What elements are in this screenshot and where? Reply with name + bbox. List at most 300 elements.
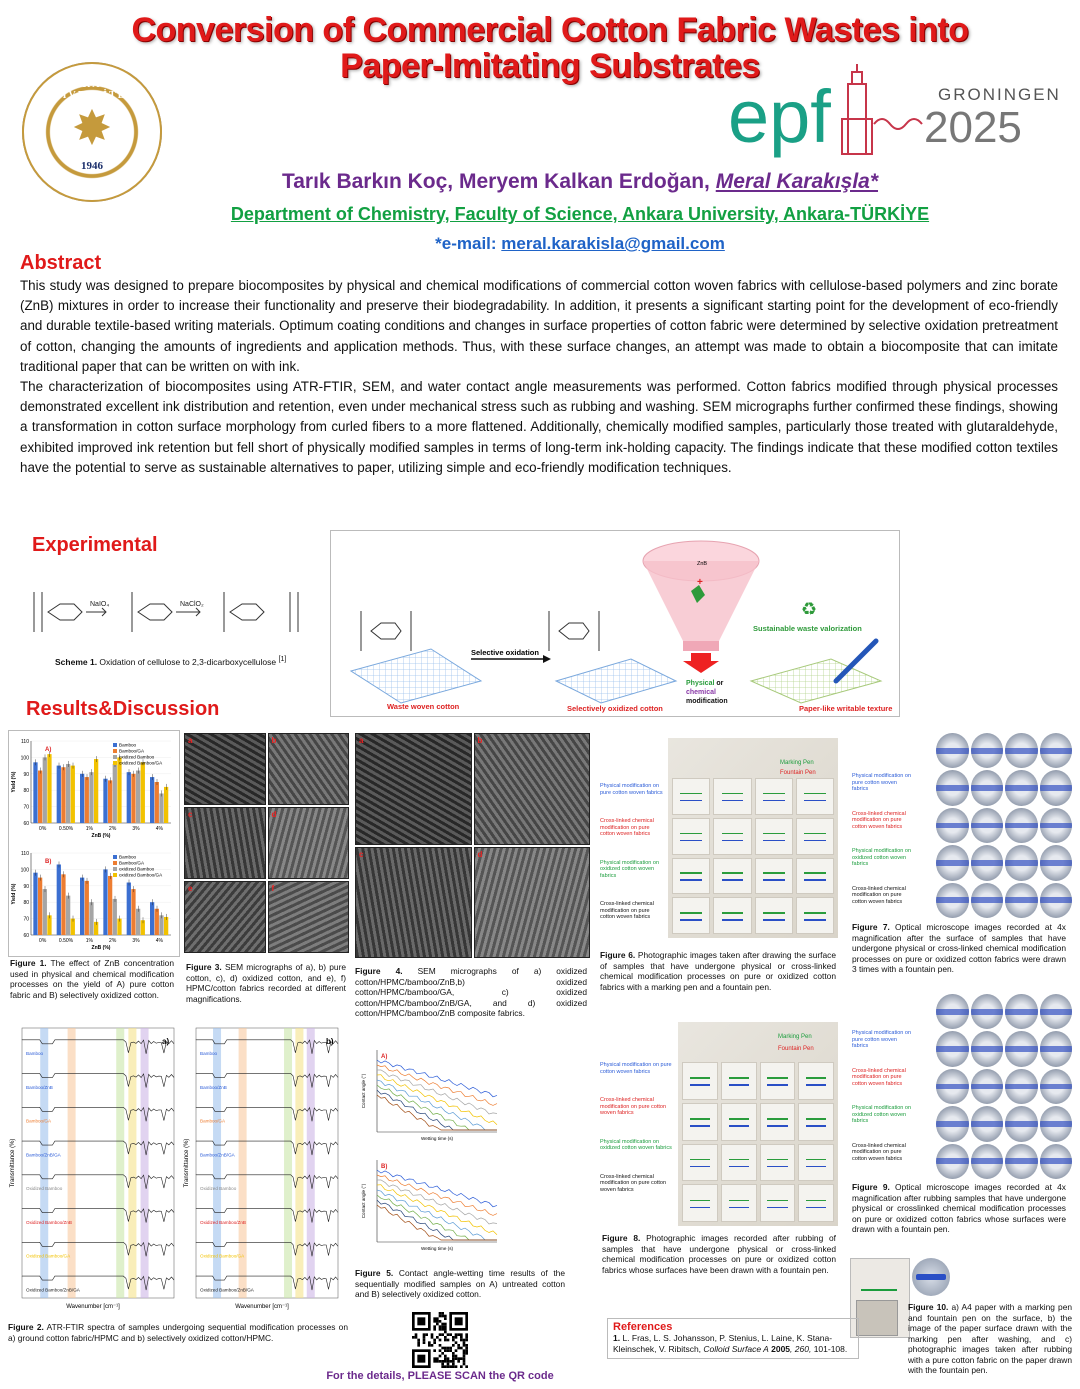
marker-stroke bbox=[690, 1200, 710, 1202]
bar bbox=[136, 771, 140, 823]
series-line bbox=[377, 1060, 497, 1097]
legend-label: oxidized Bamboo bbox=[119, 754, 155, 760]
bar bbox=[33, 762, 37, 823]
series-line bbox=[377, 1175, 497, 1215]
qr-instruction: For the details, PLEASE SCAN the QR code bbox=[326, 1370, 554, 1382]
microscope-image bbox=[971, 1031, 1004, 1066]
fabric-sample-tile bbox=[721, 1184, 757, 1222]
sem-fig3-panel-c bbox=[184, 807, 266, 879]
ink-stroke bbox=[936, 1121, 969, 1127]
mod-or: or bbox=[714, 680, 724, 687]
y-tick-label: 60 bbox=[23, 821, 29, 827]
figure-7-caption bbox=[852, 922, 1066, 975]
chart-title: B) bbox=[45, 859, 52, 865]
seal-name: ANKARA ÜNİVERSİTESİ bbox=[44, 79, 140, 101]
bar bbox=[43, 757, 47, 823]
ink-stroke bbox=[971, 785, 1004, 791]
department: Department of Chemistry, Faculty of Science, Ankara University, Ankara-TÜRKİYE bbox=[230, 204, 930, 224]
bar bbox=[61, 767, 65, 823]
qr-code[interactable] bbox=[412, 1312, 468, 1368]
x-axis-label: ZnB (%) bbox=[91, 833, 111, 839]
experimental-flow-diagram bbox=[330, 530, 900, 717]
bar bbox=[43, 889, 47, 935]
x-tick-label: 1% bbox=[85, 938, 93, 944]
figure-4-sem-grid bbox=[355, 733, 590, 958]
bar bbox=[80, 774, 84, 823]
ink-stroke bbox=[936, 1046, 969, 1052]
fabric-sample-tile bbox=[760, 1184, 796, 1222]
bar bbox=[113, 899, 117, 935]
band-highlight bbox=[295, 1028, 303, 1298]
marker-stroke bbox=[804, 912, 826, 914]
marker-stroke bbox=[804, 793, 826, 795]
marker-stroke bbox=[729, 1159, 749, 1161]
bar bbox=[159, 793, 163, 823]
ink-stroke bbox=[1005, 1158, 1038, 1164]
ink-stroke bbox=[1005, 1046, 1038, 1052]
microscope-image bbox=[1040, 808, 1073, 843]
panel-letter: b bbox=[271, 736, 277, 745]
y-axis-label: Transmittance (%) bbox=[10, 1138, 16, 1188]
marker-stroke bbox=[690, 1159, 710, 1161]
y-tick-label: 80 bbox=[23, 788, 29, 795]
microscope-image bbox=[1005, 733, 1038, 768]
fountain-stroke bbox=[690, 1084, 710, 1086]
microscope-image bbox=[936, 1106, 969, 1141]
fabric-sample-tile bbox=[755, 778, 793, 815]
fabric-sample-tile bbox=[672, 778, 710, 815]
x-tick-label: 2% bbox=[109, 826, 117, 832]
x-tick-label: 0% bbox=[39, 826, 47, 832]
figure-1-svg bbox=[9, 731, 179, 956]
panel-letter: c bbox=[188, 810, 193, 819]
microscope-image bbox=[1005, 1106, 1038, 1141]
ref-volume: , 260, bbox=[790, 1344, 812, 1354]
ink-stroke bbox=[1005, 748, 1038, 754]
y-axis-label: Contact angle (°) bbox=[361, 1183, 366, 1219]
microscope-image bbox=[971, 1069, 1004, 1104]
scheme-ref: [1] bbox=[278, 655, 287, 663]
bar bbox=[127, 883, 131, 935]
bar bbox=[38, 878, 42, 935]
microscope-image bbox=[1005, 1031, 1038, 1066]
step-paper-like: Paper-like writable texture bbox=[799, 704, 893, 713]
fountain-stroke bbox=[680, 840, 702, 842]
bar bbox=[155, 782, 159, 823]
fountain-stroke bbox=[690, 1166, 710, 1168]
microscope-image bbox=[1040, 1069, 1073, 1104]
down-arrow-shaft bbox=[691, 653, 711, 661]
microscope-image bbox=[1005, 994, 1038, 1029]
figure-6-sheet bbox=[668, 738, 838, 938]
bar bbox=[47, 754, 51, 823]
fabric-sample-tile bbox=[713, 897, 751, 934]
ink-stroke bbox=[936, 1009, 969, 1015]
bar bbox=[66, 896, 70, 935]
series-line bbox=[377, 1200, 497, 1240]
microscope-image bbox=[971, 770, 1004, 805]
side-label: Physical modification on pure cotton woven fabrics bbox=[600, 783, 663, 796]
fabric-sample-tile bbox=[682, 1184, 718, 1222]
fig8-marking-pen: Marking Pen bbox=[778, 1034, 812, 1040]
fountain-stroke bbox=[763, 919, 785, 921]
bar bbox=[108, 780, 112, 823]
microscope-image bbox=[1005, 883, 1038, 918]
fountain-stroke bbox=[767, 1166, 787, 1168]
side-label: Physical modification on oxidized cotton woven fabrics bbox=[600, 1138, 672, 1151]
abstract-body bbox=[20, 276, 1058, 478]
bar bbox=[103, 779, 107, 823]
x-tick-label: 0.50% bbox=[58, 938, 74, 944]
marker-stroke bbox=[804, 833, 826, 835]
panel-label: a) bbox=[162, 1037, 170, 1046]
y-tick-label: 90 bbox=[23, 883, 29, 890]
fabric-sample-tile bbox=[713, 818, 751, 855]
bar bbox=[131, 889, 135, 935]
legend-swatch bbox=[113, 749, 117, 753]
fabric-sample-tile bbox=[796, 897, 834, 934]
y-tick-label: 100 bbox=[20, 867, 29, 874]
bar bbox=[85, 777, 89, 823]
plus-icon: + bbox=[697, 577, 703, 588]
microscope-image bbox=[936, 883, 969, 918]
cellulose-structure-1 bbox=[361, 611, 411, 651]
bar bbox=[66, 764, 70, 823]
bar bbox=[117, 757, 121, 823]
panel-label: b) bbox=[326, 1037, 334, 1046]
abstract-paragraph-2: The characterization of biocomposites using ATR-FTIR, SEM, and water contact angle measurements was performed. Cotton fabrics modified through physical processes demonstrated excellent ink distribution and retention, even under mechanical stress such as rubbing and washing. SEM micrographs further confirmed these findings, showing a transformation in cotton surface morphology from curled fibers to a more flattened. Additionally, chemically modified samples, particularly those treated with glutaraldehyde, exhibited improved ink retention but fell short of physically modified samples in terms of long-term ink-holding capacity. The findings indicate that these modified cotton textiles have the potential to serve as sustainable alternatives to paper, utilizing simple and eco-friendly modification techniques. bbox=[20, 379, 1058, 475]
band-highlight bbox=[116, 1028, 124, 1298]
panel-letter: b bbox=[477, 736, 483, 745]
arrow-label-oxidation: Selective oxidation bbox=[471, 648, 539, 657]
ink-stroke bbox=[1040, 823, 1073, 829]
marker-stroke bbox=[680, 912, 702, 914]
fabric-sample-tile bbox=[760, 1144, 796, 1182]
spectrum-label: Oxidized Bamboo/ZnB/GA bbox=[200, 1287, 254, 1293]
fountain-stroke bbox=[804, 919, 826, 921]
fountain-stroke bbox=[767, 1084, 787, 1086]
reagent-1: NaIO₄ bbox=[90, 601, 110, 608]
marker-stroke bbox=[806, 1077, 826, 1079]
ink-stroke bbox=[971, 1158, 1004, 1164]
modification-label bbox=[686, 680, 724, 687]
figure-3-label: Figure 3. bbox=[186, 962, 222, 972]
sem-fig3-panel-d bbox=[268, 807, 350, 879]
ink-stroke bbox=[1040, 748, 1073, 754]
marker-line bbox=[861, 1289, 897, 1291]
series-line bbox=[377, 1065, 497, 1105]
mod-rest: modification bbox=[686, 698, 728, 705]
conference-logo bbox=[728, 64, 1068, 164]
legend-swatch bbox=[113, 755, 117, 759]
panel-letter: c bbox=[359, 849, 364, 859]
microscope-image bbox=[1040, 1144, 1073, 1179]
figure-8-sheet bbox=[678, 1022, 838, 1226]
ink-stroke bbox=[1040, 1009, 1073, 1015]
fountain-stroke bbox=[722, 879, 744, 881]
fountain-stroke bbox=[690, 1125, 710, 1127]
marker-stroke bbox=[729, 1118, 749, 1120]
x-tick-label: 4% bbox=[155, 826, 163, 832]
fountain-stroke bbox=[763, 840, 785, 842]
fabric-sample-tile bbox=[713, 858, 751, 895]
sem-fig3-panel-e bbox=[184, 881, 266, 953]
side-label: Cross-linked chemical modification on pure cotton woven fabrics bbox=[852, 1142, 906, 1162]
spectrum-label: Bamboo/ZnB/GA bbox=[26, 1152, 61, 1158]
scheme-caption-text: Oxidation of cellulose to 2,3-dicarboxycellulose bbox=[97, 656, 279, 667]
legend-label: Bamboo bbox=[119, 854, 137, 860]
side-label: Cross-linked chemical modification on pure cotton woven fabrics bbox=[600, 1097, 667, 1116]
recycle-icon: ♻ bbox=[801, 599, 818, 619]
y-tick-label: 90 bbox=[23, 771, 29, 778]
fabric-sample-tile bbox=[672, 858, 710, 895]
sem-fig4-panel-a bbox=[355, 733, 472, 845]
bar bbox=[94, 922, 98, 935]
poster-title: Conversion of Commercial Cotton Fabric Wastes into Paper-Imitating Substrates bbox=[131, 11, 969, 85]
ink-stroke bbox=[936, 1084, 969, 1090]
marker-stroke bbox=[680, 872, 702, 874]
sem-fig3-panel-f bbox=[268, 881, 350, 953]
fountain-stroke bbox=[806, 1125, 826, 1127]
panel-letter: d bbox=[477, 849, 483, 859]
marker-stroke bbox=[763, 912, 785, 914]
fabric-sample-tile bbox=[796, 858, 834, 895]
results-heading: Results&Discussion bbox=[26, 698, 220, 720]
ink-stroke bbox=[936, 897, 969, 903]
side-label: Physical modification on oxidized cotton woven fabrics bbox=[852, 848, 912, 867]
figure-4-caption bbox=[355, 966, 587, 1019]
ink-stroke bbox=[936, 748, 969, 754]
fountain-stroke bbox=[680, 800, 702, 802]
bar bbox=[57, 766, 61, 823]
ink-stroke bbox=[1005, 785, 1038, 791]
mod-chemical: chemical bbox=[686, 689, 716, 696]
experimental-heading: Experimental bbox=[32, 534, 158, 556]
figure-8-caption bbox=[602, 1233, 836, 1275]
marker-stroke bbox=[806, 1118, 826, 1120]
scheme-caption-label: Scheme 1. bbox=[55, 656, 98, 667]
y-axis-label: Contact angle (°) bbox=[361, 1073, 366, 1109]
y-tick-label: 110 bbox=[21, 851, 29, 857]
microscope-image bbox=[971, 883, 1004, 918]
tower-icon bbox=[842, 64, 922, 154]
bar bbox=[103, 869, 107, 935]
references-heading: References bbox=[613, 1321, 673, 1333]
figure-3-text: SEM micrographs of a), b) pure cotton, c), d) oxidized cotton, and e), f) HPMC/cotton fabrics recorded at different magnifications. bbox=[186, 962, 347, 1004]
fountain-stroke bbox=[722, 840, 744, 842]
microscope-image bbox=[936, 770, 969, 805]
fabric-sample-tile bbox=[672, 818, 710, 855]
marker-stroke bbox=[804, 872, 826, 874]
bar-chart-a bbox=[11, 739, 171, 839]
bar bbox=[159, 915, 163, 935]
panel-letter: f bbox=[271, 884, 275, 893]
fabric-sample-tile bbox=[672, 897, 710, 934]
university-seal bbox=[22, 62, 162, 202]
microscope-image bbox=[1005, 1144, 1038, 1179]
fabric-sample-tile bbox=[755, 818, 793, 855]
x-tick-label: 0.50% bbox=[58, 826, 74, 832]
legend-label: oxidized Bamboo/GA bbox=[119, 872, 163, 878]
microscope-image bbox=[971, 1106, 1004, 1141]
microscope-image bbox=[971, 808, 1004, 843]
microscope-image bbox=[936, 733, 969, 768]
figure-9-text: Optical microscope images recorded at 4x magnification after rubbing samples that have undergone physical or crosslinked chemical modification processes on pure or oxidized cotton fabrics whose surfaces were drawn with a fountain pen. bbox=[852, 1182, 1066, 1234]
waste-cotton-fabric bbox=[351, 649, 481, 703]
panel-label: A) bbox=[381, 1054, 388, 1060]
spectrum-label: Oxidized Bamboo/ZnB bbox=[200, 1219, 246, 1225]
oxidized-cotton-fabric bbox=[556, 659, 676, 703]
microscope-image bbox=[936, 994, 969, 1029]
figure-5-text: Contact angle-wetting time results of the sequentially modified samples on A) untreated cotton and B) selectively oxidized cotton. bbox=[355, 1268, 566, 1299]
fountain-stroke bbox=[767, 1125, 787, 1127]
series-line bbox=[377, 1075, 497, 1125]
x-tick-label: 1% bbox=[85, 826, 93, 832]
ink-stroke bbox=[1040, 1084, 1073, 1090]
marker-stroke bbox=[680, 793, 702, 795]
fountain-stroke bbox=[806, 1207, 826, 1209]
side-label: Physical modification on oxidized cotton woven fabrics bbox=[852, 1105, 912, 1124]
microscope-image bbox=[971, 1144, 1004, 1179]
microscope-image bbox=[936, 808, 969, 843]
figure-4-text: SEM micrographs of a) oxidized cotton/HPMC/bamboo/ZnB,b) oxidized cotton/HPMC/bamboo/GA, c) oxidized cotton/HPMC/bamboo/ZnB/GA, and d) oxidized cotton/HPMC/bamboo/ZnB composite fabrics. bbox=[355, 966, 587, 1018]
figure-2-label: Figure 2. bbox=[8, 1322, 44, 1332]
fountain-stroke bbox=[729, 1207, 749, 1209]
x-axis-label: Wavenumber [cm⁻¹] bbox=[66, 1304, 120, 1310]
conference-year: 2025 bbox=[924, 103, 1022, 152]
marker-stroke bbox=[722, 872, 744, 874]
spectrum-label: Bamboo/GA bbox=[26, 1118, 52, 1124]
marker-stroke bbox=[722, 833, 744, 835]
ref-authors: L. Fras, L. S. Johansson, P. Stenius, L. Laine, K. Stana-Kleinschek, V. Ribitsch, bbox=[613, 1333, 833, 1354]
legend-label: oxidized Bamboo/GA bbox=[119, 760, 163, 766]
oxidation-scheme bbox=[28, 582, 308, 642]
marker-stroke bbox=[722, 793, 744, 795]
fabric-sample-tile bbox=[760, 1103, 796, 1141]
microscope-image bbox=[971, 994, 1004, 1029]
figure-6-photo bbox=[600, 733, 840, 943]
seal-star-icon: ✸ bbox=[71, 102, 113, 156]
figure-7-label: Figure 7. bbox=[852, 922, 890, 932]
figure-3-sem-grid bbox=[184, 733, 349, 953]
x-axis-label: Wetting time (s) bbox=[420, 1136, 454, 1141]
marker-stroke bbox=[763, 833, 785, 835]
legend-swatch bbox=[113, 867, 117, 871]
band-highlight bbox=[307, 1028, 315, 1298]
bar bbox=[38, 771, 42, 823]
panel-letter: a bbox=[359, 736, 364, 745]
fabric-sample-tile bbox=[796, 818, 834, 855]
y-tick-label: 100 bbox=[20, 755, 29, 762]
ink-stroke bbox=[1005, 823, 1038, 829]
x-tick-label: 4% bbox=[155, 938, 163, 944]
fabric-sample-tile bbox=[682, 1103, 718, 1141]
ink-stroke bbox=[1005, 1121, 1038, 1127]
spectrum-label: Oxidized Bamboo/GA bbox=[26, 1253, 71, 1259]
marker-stroke bbox=[729, 1077, 749, 1079]
spectrum-label: Oxidized Bamboo bbox=[26, 1186, 63, 1191]
modification-funnel bbox=[643, 541, 759, 651]
bar bbox=[150, 902, 154, 935]
figure-5-label: Figure 5. bbox=[355, 1268, 394, 1278]
fabric-sample-tile bbox=[760, 1062, 796, 1100]
fountain-stroke bbox=[806, 1166, 826, 1168]
ref-year: 2005 bbox=[768, 1344, 791, 1354]
fabric-sample-tile bbox=[798, 1062, 834, 1100]
step-waste-cotton: Waste woven cotton bbox=[387, 702, 460, 711]
seal-year: 1946 bbox=[81, 160, 103, 172]
email-link[interactable]: meral.karakisla@gmail.com bbox=[501, 234, 725, 253]
legend-label: oxidized Bamboo bbox=[119, 866, 155, 872]
x-tick-label: 3% bbox=[132, 938, 140, 944]
side-label: Cross-linked chemical modification on pure cotton woven fabrics bbox=[852, 885, 906, 905]
fountain-stroke bbox=[722, 800, 744, 802]
fabric-sample-tile bbox=[721, 1144, 757, 1182]
microscope-image bbox=[936, 1031, 969, 1066]
marker-stroke bbox=[729, 1200, 749, 1202]
fountain-stroke bbox=[690, 1207, 710, 1209]
microscope-image bbox=[971, 845, 1004, 880]
fabric-sample-tile bbox=[798, 1184, 834, 1222]
microscope-image bbox=[1005, 845, 1038, 880]
sem-fig4-panel-b bbox=[474, 733, 591, 845]
bar bbox=[57, 864, 61, 935]
sem-fig3-panel-b bbox=[268, 733, 350, 805]
spectrum-label: Oxidized Bamboo bbox=[200, 1186, 237, 1191]
reference-1 bbox=[613, 1333, 853, 1355]
fountain-stroke bbox=[763, 879, 785, 881]
ink-stroke bbox=[936, 823, 969, 829]
bar bbox=[108, 876, 112, 935]
fabric-sample-tile bbox=[755, 858, 793, 895]
microscope-image bbox=[936, 845, 969, 880]
ink-stroke bbox=[1040, 785, 1073, 791]
legend-swatch bbox=[113, 861, 117, 865]
legend-swatch bbox=[113, 855, 117, 859]
down-arrow-icon bbox=[683, 661, 719, 673]
legend-swatch bbox=[113, 873, 117, 877]
bar bbox=[127, 772, 131, 823]
x-axis-label: Wetting time (s) bbox=[420, 1246, 454, 1251]
bar bbox=[89, 902, 93, 935]
fountain-stroke bbox=[729, 1125, 749, 1127]
step-oxidized-cotton: Selectively oxidized cotton bbox=[567, 704, 663, 713]
bar bbox=[155, 909, 159, 935]
washed-mark bbox=[916, 1274, 946, 1280]
figure-1-label: Figure 1. bbox=[10, 958, 47, 968]
microscope-image bbox=[1040, 845, 1073, 880]
figure-6-label: Figure 6. bbox=[600, 950, 636, 960]
y-tick-label: 70 bbox=[23, 916, 29, 923]
bar bbox=[141, 762, 145, 823]
x-tick-label: 0% bbox=[39, 938, 47, 944]
fountain-stroke bbox=[763, 800, 785, 802]
fountain-stroke bbox=[722, 919, 744, 921]
ink-stroke bbox=[971, 897, 1004, 903]
microscope-image bbox=[1040, 1031, 1073, 1066]
y-tick-label: 80 bbox=[23, 900, 29, 907]
series-line bbox=[377, 1180, 497, 1224]
series-line bbox=[377, 1170, 497, 1207]
email-line bbox=[300, 234, 860, 254]
ref-num: 1. bbox=[613, 1333, 621, 1343]
marker-stroke bbox=[690, 1118, 710, 1120]
figure-6-caption bbox=[600, 950, 836, 992]
ink-stroke bbox=[1040, 1121, 1073, 1127]
marker-stroke bbox=[767, 1159, 787, 1161]
x-tick-label: 3% bbox=[132, 826, 140, 832]
figure-1-charts bbox=[8, 730, 180, 957]
